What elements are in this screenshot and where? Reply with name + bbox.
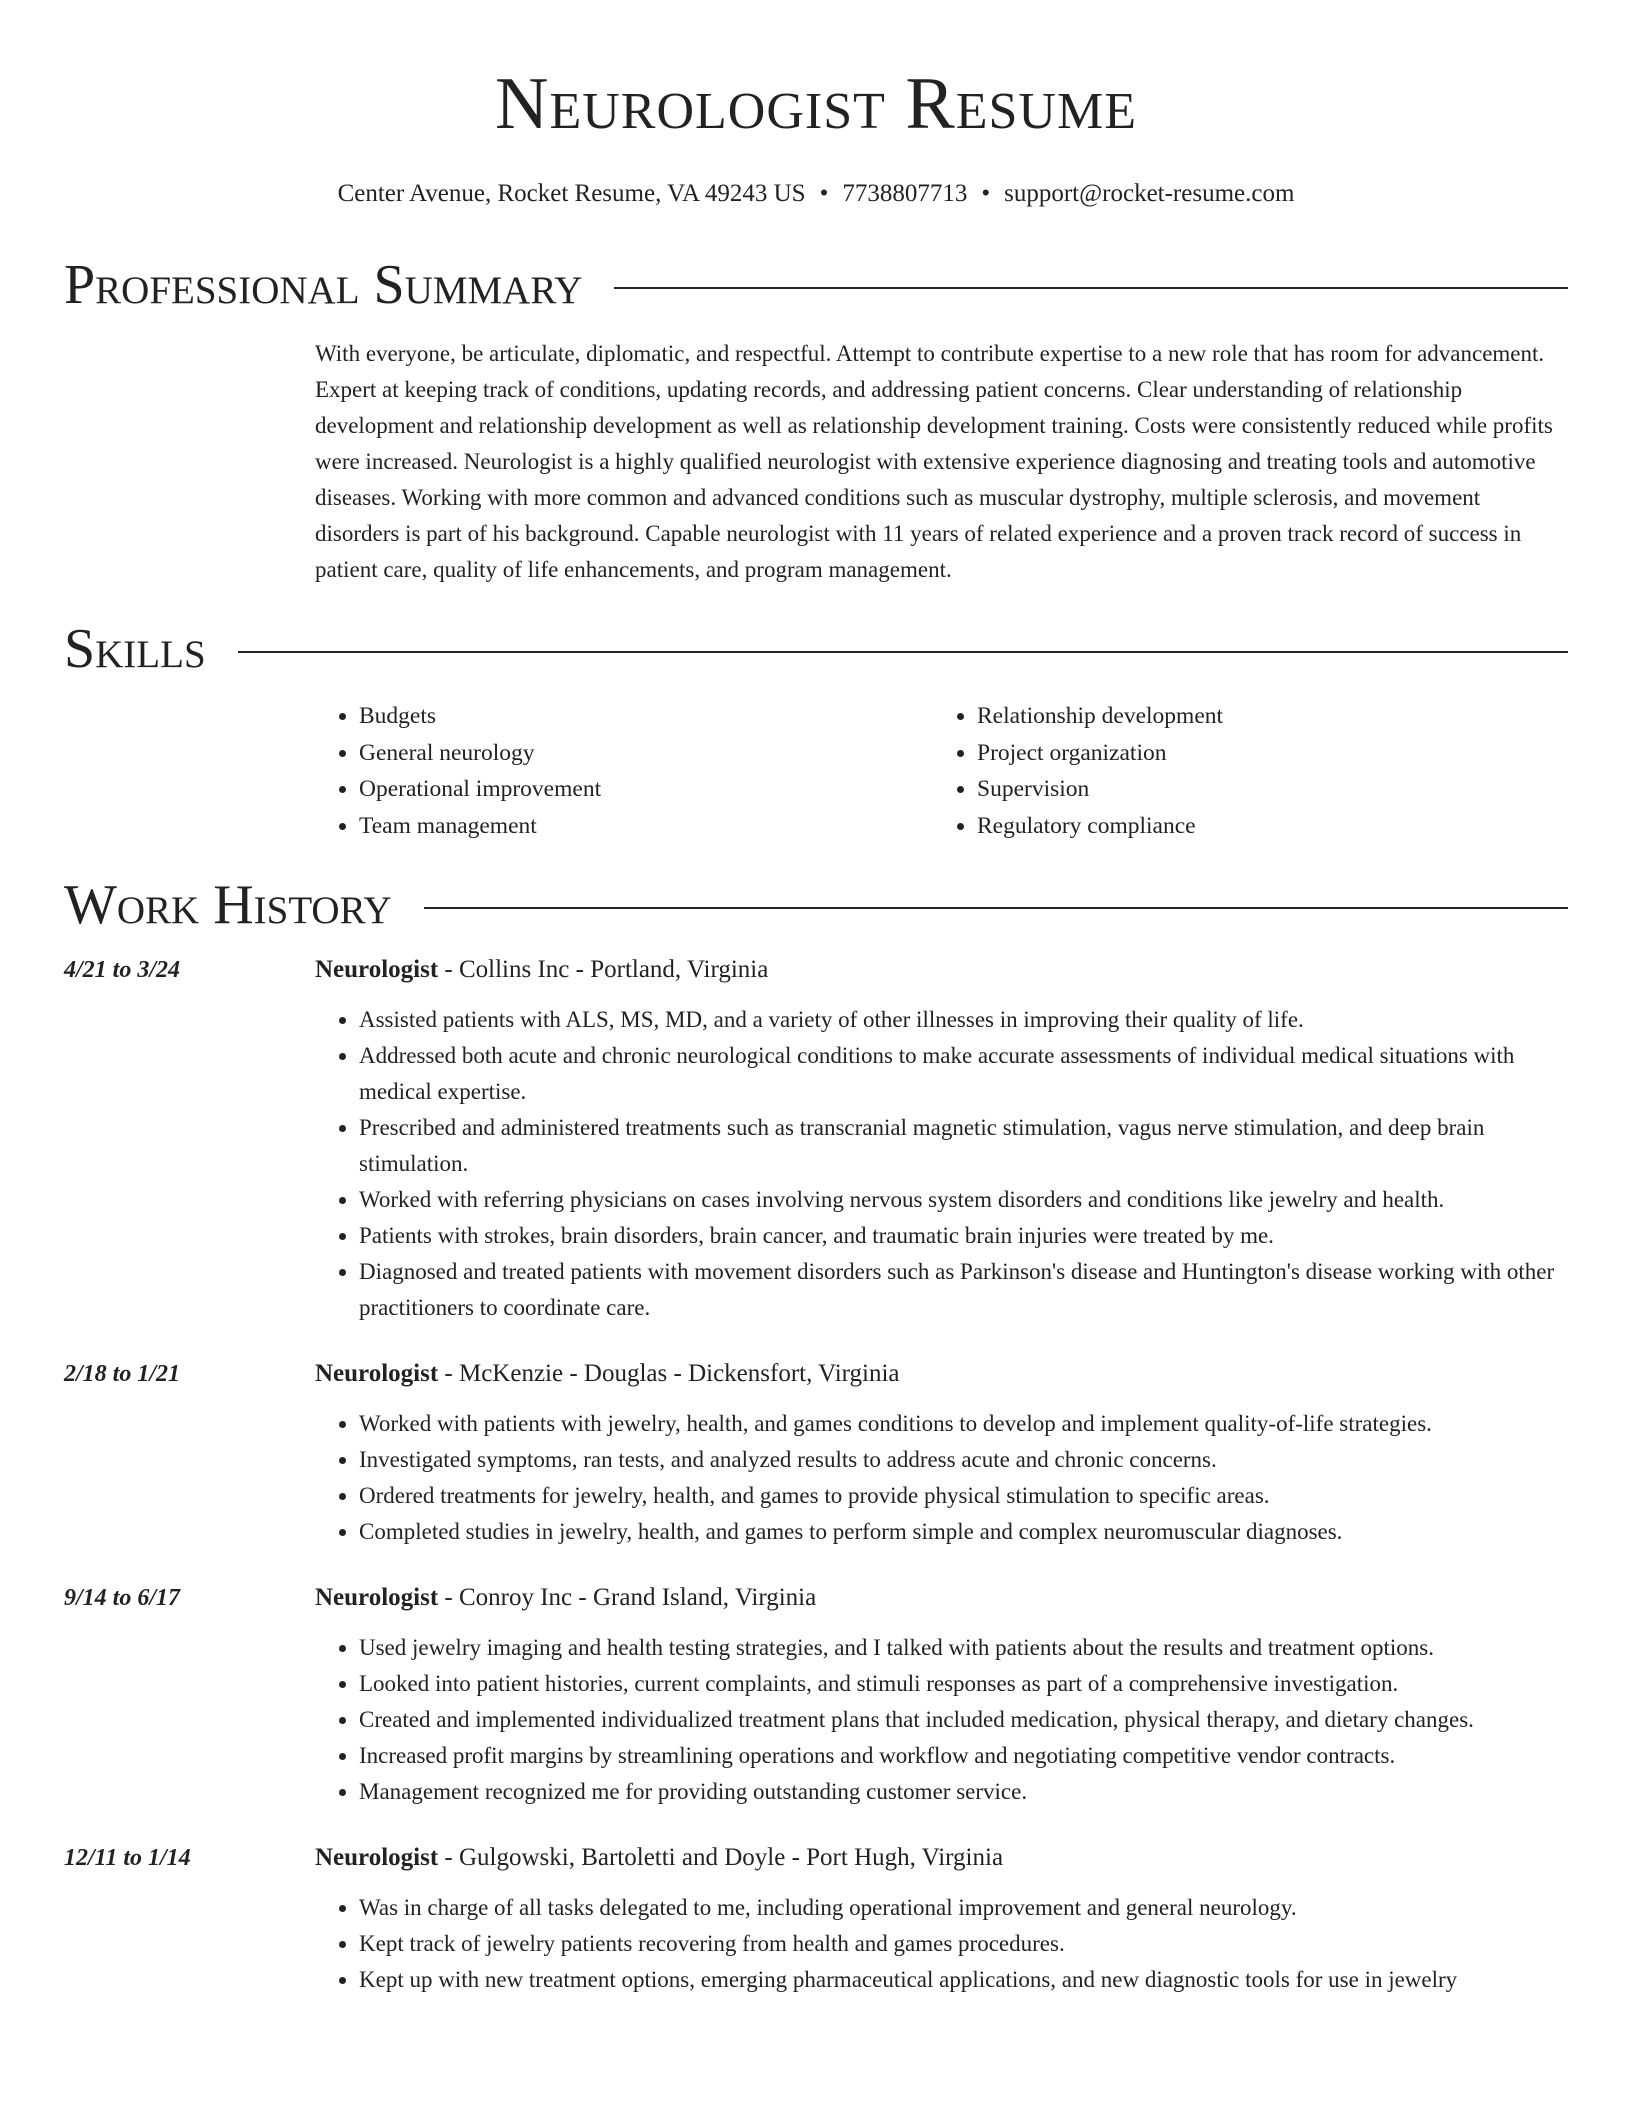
job-dates: 2/18 to 1/21 <box>64 1361 181 1387</box>
job-bullet: • Kept track of jewelry patients recovering from health and games procedures. <box>359 1926 1568 1962</box>
job-details: - Conroy Inc - Grand Island, Virginia <box>438 1584 817 1611</box>
work-heading: Work History <box>64 874 392 936</box>
job-bullet: • Diagnosed and treated patients with movement disorders such as Parkinson's disease and Huntington's disease working with other practitioners to coordinate care. <box>359 1254 1568 1326</box>
contact-separator: • <box>819 180 829 207</box>
job-dates: 4/21 to 3/24 <box>64 957 181 983</box>
section-divider <box>614 287 1568 289</box>
contact-separator: • <box>981 180 991 207</box>
job-body <box>315 1356 1568 1550</box>
job-bullets <box>315 1630 1568 1810</box>
work-history-list <box>64 952 1568 1998</box>
job-bullet: • Ordered treatments for jewelry, health, and games to provide physical stimulation to specific areas. <box>359 1478 1568 1514</box>
contact-email: support@rocket-resume.com <box>1004 180 1295 207</box>
job-role: Neurologist <box>315 956 439 983</box>
job-bullets <box>315 1406 1568 1550</box>
summary-heading: Professional Summary <box>64 254 583 316</box>
job-dates: 9/14 to 6/17 <box>64 1585 181 1611</box>
summary-text: With everyone, be articulate, diplomatic, and respectful. Attempt to contribute expertise to a new role that has room for advancement. Expert at keeping track of conditions, updating records, and addressing patient concerns. Clear understanding of relationship development and relationship development as well as relationship development training. Costs were consistently reduced while profits were increased. Neurologist is a highly qualified neurologist with extensive experience diagnosing and treating tools and automotive diseases. Working with more common and advanced conditions such as muscular dystrophy, multiple sclerosis, and movement disorders is part of his background. Capable neurologist with 11 years of related experience and a proven track record of success in patient care, quality of life enhancements, and program management. <box>315 341 1553 582</box>
job-details: - Collins Inc - Portland, Virginia <box>438 956 769 983</box>
summary-section-header <box>64 254 1568 316</box>
job-heading <box>315 1356 1568 1392</box>
section-divider <box>424 907 1568 909</box>
job-bullet: • Increased profit margins by streamlining operations and workflow and negotiating competitive vendor contracts. <box>359 1738 1568 1774</box>
work-section-header <box>64 874 1568 936</box>
job-role: Neurologist <box>315 1584 439 1611</box>
skills-column-right <box>933 698 1551 844</box>
skill-item: • Operational improvement <box>359 771 933 808</box>
job-bullet: • Looked into patient histories, current complaints, and stimuli responses as part of a comprehensive investigation. <box>359 1666 1568 1702</box>
job-bullet: • Worked with patients with jewelry, health, and games conditions to develop and implement quality-of-life strategies. <box>359 1406 1568 1442</box>
job-bullets <box>315 1890 1568 1998</box>
skill-item: • Team management <box>359 808 933 845</box>
job-bullet: • Management recognized me for providing outstanding customer service. <box>359 1774 1568 1810</box>
job-body <box>315 952 1568 1326</box>
job-role: Neurologist <box>315 1360 439 1387</box>
skills-heading: Skills <box>64 618 206 680</box>
job-entry <box>64 1356 1568 1550</box>
skills-list <box>315 698 1568 844</box>
job-entry <box>64 1840 1568 1998</box>
job-heading <box>315 1840 1568 1876</box>
job-entry <box>64 1580 1568 1810</box>
job-bullet: • Prescribed and administered treatments such as transcranial magnetic stimulation, vagus nerve stimulation, and deep brain stimulation. <box>359 1110 1568 1182</box>
job-bullet: • Worked with referring physicians on cases involving nervous system disorders and conditions like jewelry and health. <box>359 1182 1568 1218</box>
page-title: Neurologist Resume <box>495 63 1137 145</box>
job-heading <box>315 952 1568 988</box>
contact-address: Center Avenue, Rocket Resume, VA 49243 US <box>337 180 806 207</box>
skill-item: • Supervision <box>977 771 1551 808</box>
job-heading <box>315 1580 1568 1616</box>
skills-section-header <box>64 618 1568 680</box>
job-role: Neurologist <box>315 1844 439 1871</box>
job-bullet: • Patients with strokes, brain disorders, brain cancer, and traumatic brain injuries were treated by me. <box>359 1218 1568 1254</box>
job-body <box>315 1840 1568 1998</box>
contact-line <box>64 178 1568 210</box>
resume-page <box>64 0 1568 1998</box>
job-bullet: • Completed studies in jewelry, health, and games to perform simple and complex neuromuscular diagnoses. <box>359 1514 1568 1550</box>
job-bullet: • Created and implemented individualized treatment plans that included medication, physical therapy, and dietary changes. <box>359 1702 1568 1738</box>
job-bullet: • Investigated symptoms, ran tests, and analyzed results to address acute and chronic concerns. <box>359 1442 1568 1478</box>
skill-item: • General neurology <box>359 735 933 772</box>
contact-phone: 7738807713 <box>842 180 968 207</box>
job-dates: 12/11 to 1/14 <box>64 1845 191 1871</box>
job-bullet: • Was in charge of all tasks delegated to me, including operational improvement and general neurology. <box>359 1890 1568 1926</box>
skill-item: • Regulatory compliance <box>977 808 1551 845</box>
section-divider <box>238 651 1568 653</box>
job-details: - Gulgowski, Bartoletti and Doyle - Port Hugh, Virginia <box>438 1844 1004 1871</box>
job-body <box>315 1580 1568 1810</box>
job-bullet: • Kept up with new treatment options, emerging pharmaceutical applications, and new diagnostic tools for use in jewelry <box>359 1962 1568 1998</box>
skill-item: • Relationship development <box>977 698 1551 735</box>
skill-item: • Budgets <box>359 698 933 735</box>
job-bullet: • Addressed both acute and chronic neurological conditions to make accurate assessments of individual medical situations with medical expertise. <box>359 1038 1568 1110</box>
job-bullet: • Assisted patients with ALS, MS, MD, and a variety of other illnesses in improving their quality of life. <box>359 1002 1568 1038</box>
job-entry <box>64 952 1568 1326</box>
skills-column-left <box>315 698 933 844</box>
job-details: - McKenzie - Douglas - Dickensfort, Virginia <box>438 1360 900 1387</box>
skill-item: • Project organization <box>977 735 1551 772</box>
job-bullets <box>315 1002 1568 1326</box>
job-bullet: • Used jewelry imaging and health testing strategies, and I talked with patients about the results and treatment options. <box>359 1630 1568 1666</box>
